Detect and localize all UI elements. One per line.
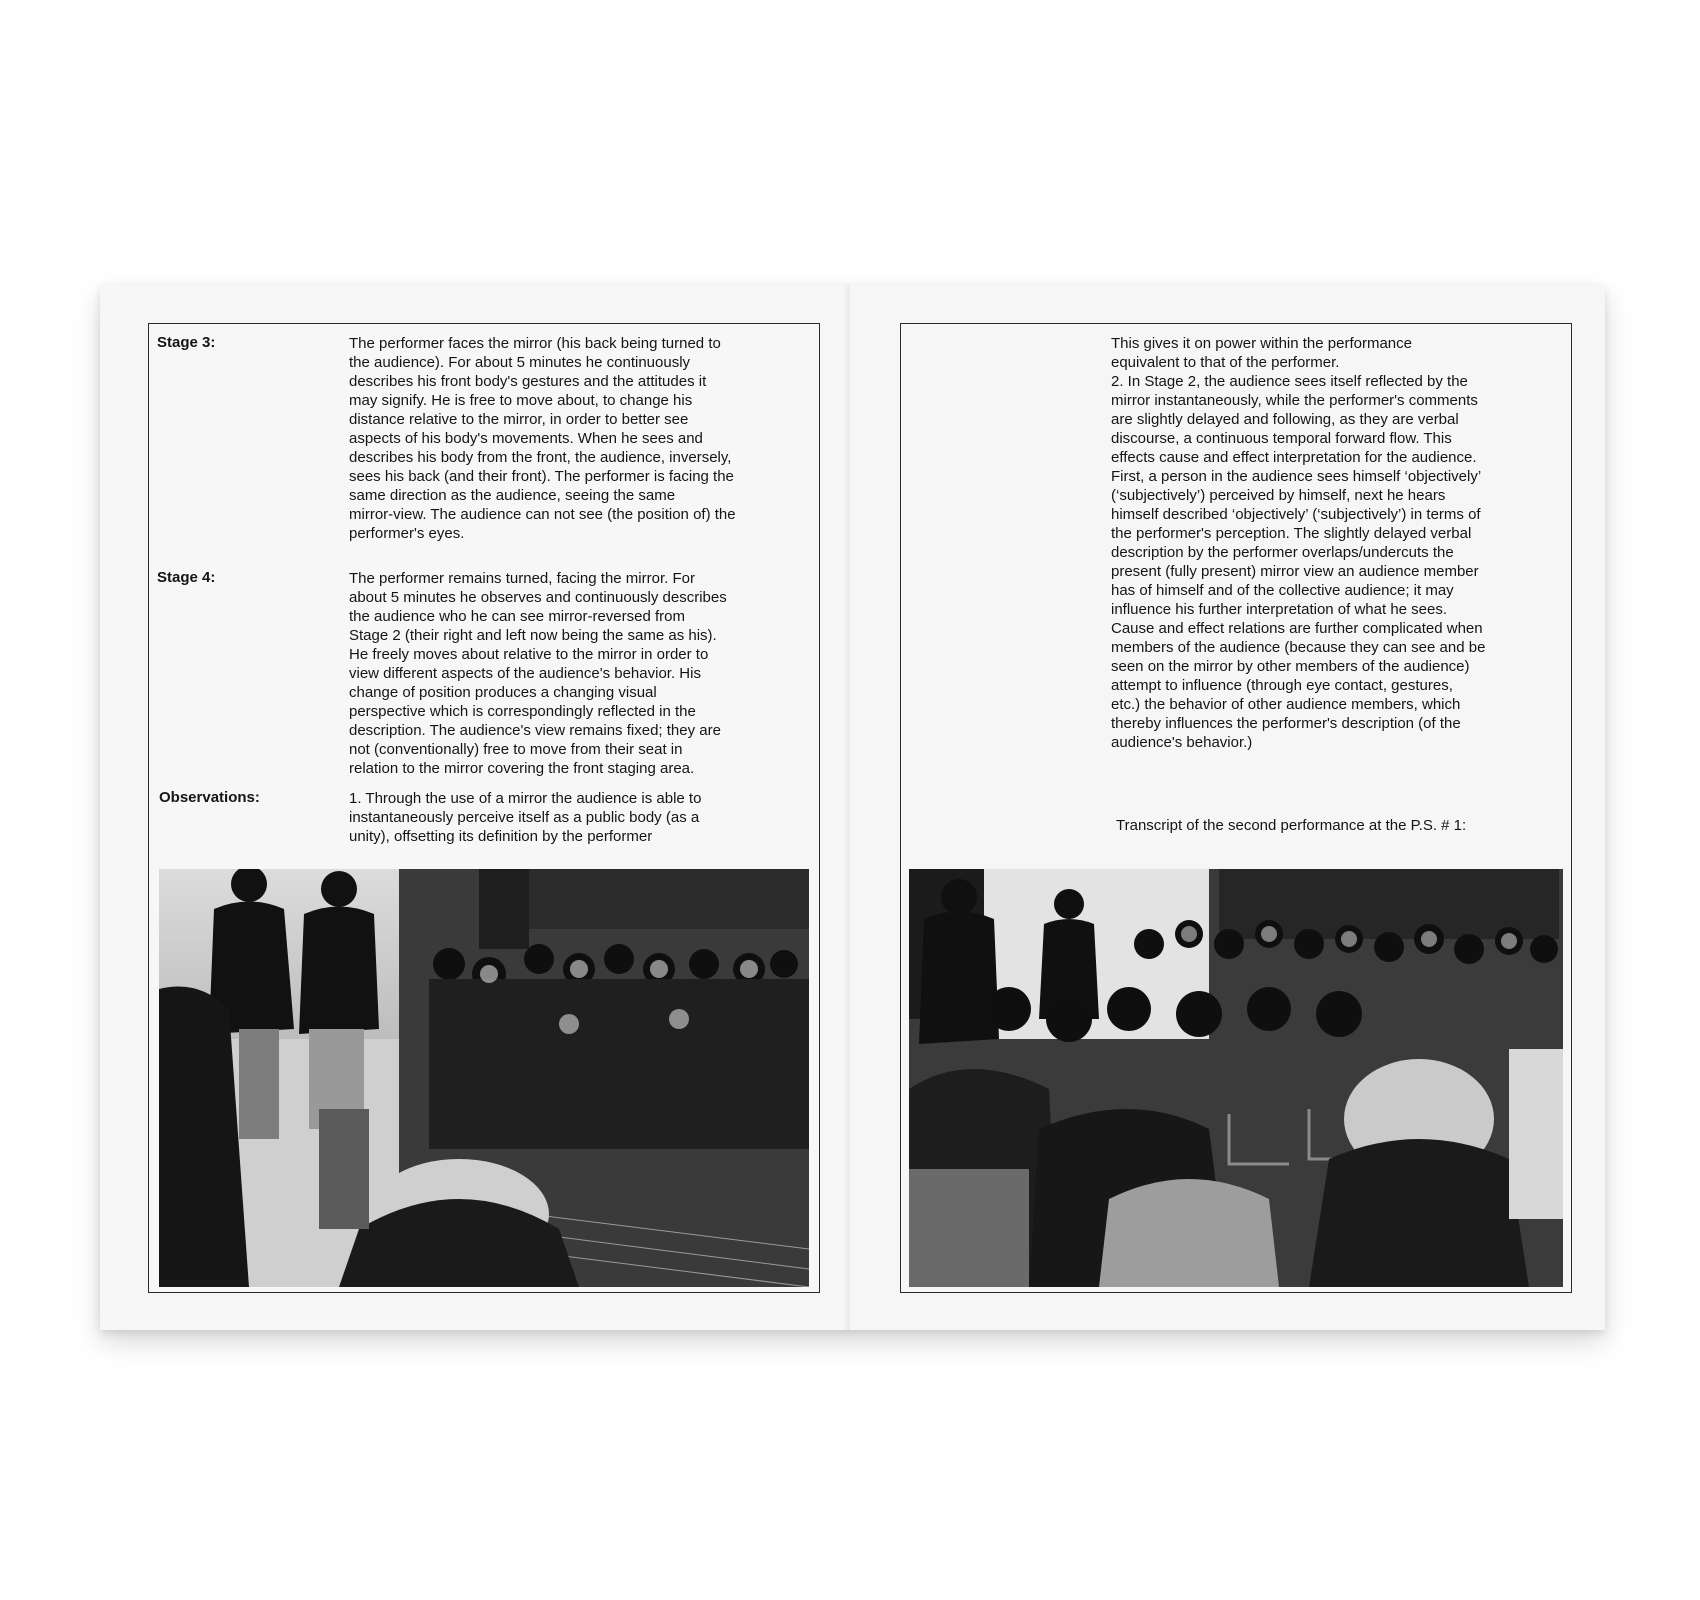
observations-label: Observations:: [159, 789, 260, 806]
left-page: [100, 285, 850, 1330]
stage-3-text: The performer faces the mirror (his back being turned to the audience). For about 5 minutes he continuously describes his front body's gestures and the attitudes it may signify. He is free to move about, to change his distance relative to the mirror, in order to better see aspects of his body's movements. When he sees and describes his body from the front, the audience, inversely, sees his back (and their front). The performer is facing the same direction as the audience, seeing the same mirror-view. The audience can not see (the position of) the performer's eyes.: [349, 335, 736, 542]
performance-photo-left: [159, 869, 809, 1287]
stage-4-label: Stage 4:: [157, 569, 216, 586]
right-page-frame: [900, 323, 1572, 1293]
photo-right-illustration: [909, 869, 1563, 1287]
transcript-heading: Transcript of the second performance at the P.S. # 1:: [1116, 817, 1467, 834]
observations-text: 1. Through the use of a mirror the audience is able to instantaneously perceive itself as a public body (as a unity), offsetting its definition by the performer: [349, 790, 702, 845]
book-spread: [100, 285, 1605, 1330]
left-page-frame: [148, 323, 820, 1293]
stage-4-text: The performer remains turned, facing the mirror. For about 5 minutes he observes and continuously describes the audience who he can see mirror-reversed from Stage 2 (their right and left now being the same as his). He freely moves about relative to the mirror in order to view different aspects of the audience's behavior. His change of position produces a changing visual perspective which is correspondingly reflected in the description. The audience's view remains fixed; they are not (conventionally) free to move from their seat in relation to the mirror covering the front staging area.: [349, 570, 727, 777]
continued-observations-text: This gives it on power within the performance equivalent to that of the performer. 2. In Stage 2, the audience sees itself reflected by the mirror instantaneously, while the performer's comments are slightly delayed and following, as they are verbal discourse, a continuous temporal forward flow. This effects cause and effect interpretation for the audience. First, a person in the audience sees himself ‘objectively’ (‘subjectively’) perceived by himself, next he hears himself described ‘objectively’ (‘subjectively’) in terms of the performer's perception. The slightly delayed verbal description by the performer overlaps/undercuts the present (fully present) mirror view an audience member has of himself and of the collective audience; it may influence his further interpretation of what he sees. Cause and effect relations are further complicated when members of the audience (because they can see and be seen on the mirror by other members of the audience) attempt to influence (through eye contact, gestures, etc.) the behavior of other audience members, which thereby influences the performer's description (of the audience's behavior.): [1111, 335, 1486, 751]
stage-3-label: Stage 3:: [157, 334, 216, 351]
photo-left-illustration: [159, 869, 809, 1287]
right-page: [850, 285, 1605, 1330]
performance-photo-right: [909, 869, 1563, 1287]
